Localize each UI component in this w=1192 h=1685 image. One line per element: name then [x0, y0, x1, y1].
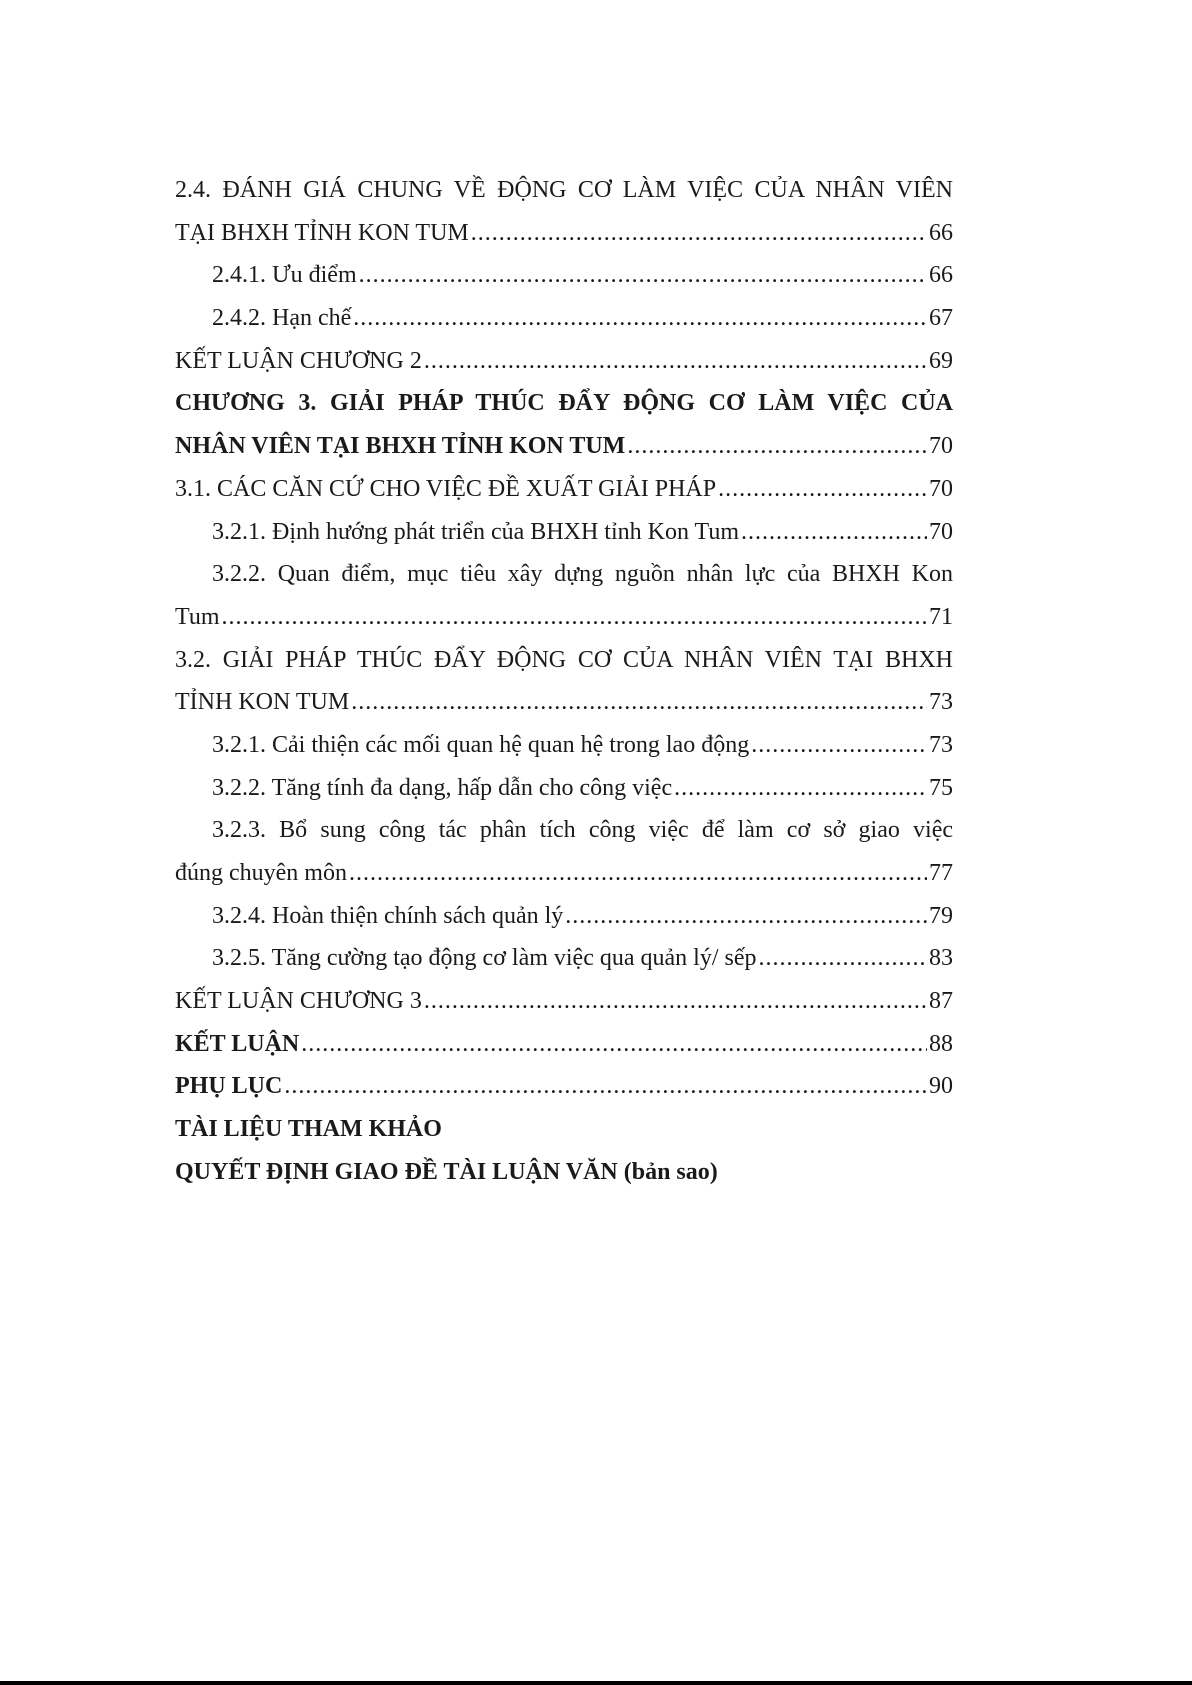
toc-leader-dots [759, 937, 928, 980]
toc-entry-title: 3.2. GIẢI PHÁP THÚC ĐẨY ĐỘNG CƠ CỦA NHÂN VIÊN TẠI BHXH [175, 646, 953, 673]
toc-leader-dots [674, 767, 927, 810]
toc-page-number: 70 [929, 475, 953, 502]
toc-leader-dots [351, 681, 927, 724]
toc-leader-dots [718, 468, 927, 511]
toc-entry-title: 3.2.3. Bổ sung công tác phân tích công việc để làm cơ sở giao việc [212, 817, 953, 844]
toc-entry-title: KẾT LUẬN CHƯƠNG 2 [175, 347, 422, 374]
toc-entry [175, 212, 953, 255]
toc-entry [175, 254, 953, 297]
toc-entry [175, 297, 953, 340]
toc-entry [175, 340, 953, 383]
toc-entry-title: CHƯƠNG 3. GIẢI PHÁP THÚC ĐẨY ĐỘNG CƠ LÀM VIỆC CỦA [175, 390, 953, 417]
toc-entry [175, 724, 953, 767]
toc-page-number: 67 [929, 305, 953, 332]
toc-entry-title: 2.4.2. Hạn chế [212, 305, 352, 332]
toc-page-number: 77 [929, 860, 953, 886]
toc-entry [175, 553, 953, 596]
toc-entry-title: 3.2.2. Quan điểm, mục tiêu xây dựng nguồn nhân lực của BHXH Kon [212, 561, 953, 588]
page-bottom-edge [0, 1681, 1192, 1685]
toc-leader-dots [751, 724, 927, 767]
toc-entry [175, 169, 953, 212]
toc-leader-dots [284, 1065, 927, 1108]
toc-entry [175, 1023, 953, 1066]
toc-entry [175, 1065, 953, 1108]
toc-leader-dots [221, 596, 927, 639]
toc-leader-dots [471, 212, 927, 255]
toc-entry-title: 3.2.5. Tăng cường tạo động cơ làm việc qua quản lý/ sếp [212, 945, 757, 972]
toc-page-number: 69 [929, 347, 953, 374]
toc-leader-dots [424, 340, 927, 383]
toc-entry [175, 895, 953, 938]
toc-page-number: 66 [929, 262, 953, 289]
toc-page-number: 70 [929, 518, 953, 545]
toc-entry-title: 2.4.1. Ưu điểm [212, 262, 357, 289]
toc-entry-title: QUYẾT ĐỊNH GIAO ĐỀ TÀI LUẬN VĂN (bản sao) [175, 1158, 718, 1185]
toc-leader-dots [424, 980, 927, 1023]
toc-leader-dots [349, 852, 927, 895]
toc-entry-title: TỈNH KON TUM [175, 689, 350, 716]
toc-leader-dots [301, 1023, 927, 1066]
toc-leader-dots [627, 425, 927, 468]
toc-entry [175, 852, 953, 895]
toc-entry-title: 3.2.4. Hoàn thiện chính sách quản lý [212, 902, 564, 929]
toc-page-number: 88 [929, 1030, 953, 1057]
toc-entry-title: 3.2.1. Định hướng phát triển của BHXH tỉnh Kon Tum [212, 518, 740, 545]
toc-entry [175, 980, 953, 1023]
toc-entry-title: PHỤ LỤC [175, 1073, 283, 1100]
toc-entry-title: 3.2.1. Cải thiện các mối quan hệ quan hệ trong lao động [212, 731, 750, 758]
toc-entry [175, 596, 953, 639]
toc-page-number: 73 [929, 689, 953, 716]
toc-page-number: 70 [929, 433, 953, 460]
toc-page-number: 71 [929, 603, 953, 630]
toc-entry [175, 425, 953, 468]
toc-entry [175, 681, 953, 724]
toc-entry [175, 1151, 953, 1194]
toc-page-number: 73 [929, 731, 953, 758]
toc-page-number: 79 [929, 902, 953, 929]
toc-entry [175, 767, 953, 810]
toc-entry-title: TẠI BHXH TỈNH KON TUM [175, 219, 469, 246]
toc-entry-title: KẾT LUẬN CHƯƠNG 3 [175, 988, 422, 1015]
toc-entry [175, 809, 953, 852]
toc-entry-title: 3.1. CÁC CĂN CỨ CHO VIỆC ĐỀ XUẤT GIẢI PHÁP [175, 475, 717, 502]
toc-entry [175, 639, 953, 682]
toc-page-number: 87 [929, 988, 953, 1015]
toc-entry [175, 468, 953, 511]
toc-entry-title: KẾT LUẬN [175, 1030, 300, 1057]
toc-page-number: 90 [929, 1073, 953, 1100]
toc-entry [175, 1108, 953, 1151]
toc-entry [175, 382, 953, 425]
table-of-contents [175, 169, 953, 1194]
toc-leader-dots [353, 297, 927, 340]
toc-leader-dots [359, 254, 927, 297]
toc-page-number: 75 [929, 774, 953, 801]
toc-entry-title: đúng chuyên môn [175, 860, 347, 886]
toc-entry-title: 3.2.2. Tăng tính đa dạng, hấp dẫn cho công việc [212, 774, 673, 801]
toc-entry-title: Tum [175, 603, 220, 630]
toc-entry-title: 2.4. ĐÁNH GIÁ CHUNG VỀ ĐỘNG CƠ LÀM VIỆC CỦA NHÂN VIÊN [175, 177, 953, 203]
toc-leader-dots [565, 895, 927, 938]
toc-page-number: 83 [929, 945, 953, 972]
toc-entry [175, 937, 953, 980]
toc-leader-dots [741, 511, 927, 554]
toc-entry-title: NHÂN VIÊN TẠI BHXH TỈNH KON TUM [175, 433, 626, 460]
toc-entry [175, 511, 953, 554]
toc-entry-title: TÀI LIỆU THAM KHẢO [175, 1116, 442, 1143]
toc-page-number: 66 [929, 219, 953, 246]
